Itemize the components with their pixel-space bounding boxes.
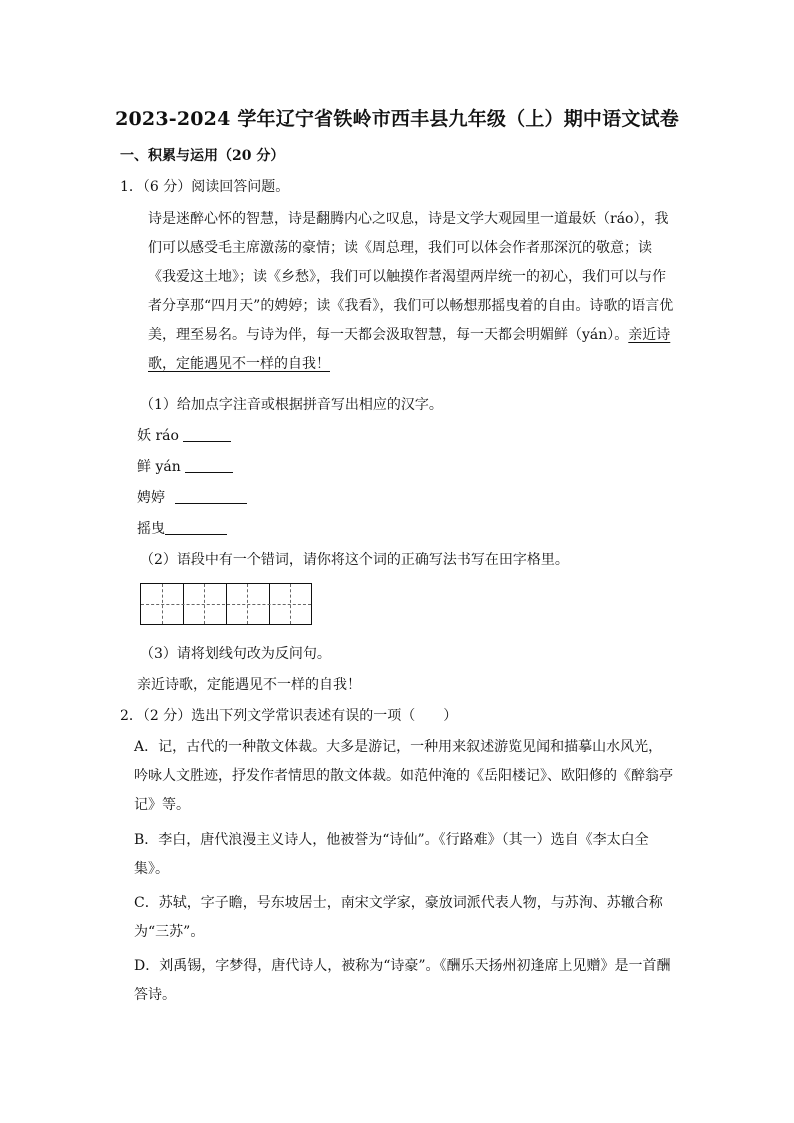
sub-question-3: （3）请将划线句改为反问句。 — [140, 646, 331, 662]
option-a[interactable]: A．记，古代的一种散文体裁。大多是游记，一种用来叙述游览见闻和描摹山水风光，吟咏人文胜迹，抒发作者情思的散文体裁。如范仲淹的《岳阳楼记》、欧阳修的《醉翁亭记》等。 — [134, 739, 673, 813]
fill-item-3 — [137, 488, 247, 508]
question-2-header: 2．（2 分）选出下列文学常识表述有误的一项（ ） — [120, 708, 458, 724]
option-b[interactable]: B．李白，唐代浪漫主义诗人，他被誉为“诗仙”。《行路难》（其一）选自《李太白全集》。 — [134, 832, 649, 877]
passage-underlined-sentence: 亲近诗歌，定能遇见不一样的自我！ — [148, 327, 671, 372]
answer-blank[interactable] — [183, 427, 231, 442]
passage-plain: 诗是迷醉心怀的智慧，诗是翻腾内心之叹息，诗是文学大观园里一道最妖（ráo），我们可以感受毛主席激荡的豪情；读《周总理，我们可以体会作者那深沉的敬意；读《我爱这土地》；读《乡愁》，我们可以触摸作者渴望两岸统一的初心，我们可以与作者分享那“四月天”的娉婷；读《我看》，我们可以畅想那摇曳着的自由。诗歌的语言优美，理至易名。与诗为伴，每一天都会汲取智慧，每一天都会明媚鲜（yán）。 — [148, 211, 674, 343]
fill-item-1 — [137, 426, 231, 446]
question-1-header: 1．（6 分）阅读回答问题。 — [120, 179, 290, 195]
page-title: 2023-2024 学年辽宁省铁岭市西丰县九年级（上）期中语文试卷 — [115, 108, 679, 130]
sub-question-1: （1）给加点字注音或根据拼音写出相应的汉字。 — [140, 397, 443, 413]
fill-label: 鲜 yán — [137, 459, 181, 475]
answer-blank[interactable] — [165, 520, 227, 535]
sub-question-3-sentence: 亲近诗歌，定能遇见不一样的自我！ — [137, 677, 361, 693]
section-heading: 一、积累与运用（20 分） — [120, 148, 285, 164]
option-d[interactable]: D．刘禹锡，字梦得，唐代诗人，被称为“诗豪”。《酬乐天扬州初逢席上见赠》是一首酬答诗。 — [134, 958, 671, 1003]
sub-question-2: （2）语段中有一个错词，请你将这个词的正确写法书写在田字格里。 — [140, 552, 569, 568]
fill-item-4 — [137, 519, 227, 539]
passage-text — [120, 205, 676, 379]
grid-guide-horizontal — [141, 604, 311, 605]
question-1-passage — [120, 205, 676, 379]
fill-label: 妖 ráo — [137, 428, 179, 444]
answer-blank[interactable] — [185, 458, 233, 473]
fill-label: 摇曳 — [137, 521, 165, 537]
option-c[interactable]: C．苏轼，字子瞻，号东坡居士，南宋文学家，豪放词派代表人物，与苏洵、苏辙合称为“三苏”。 — [134, 895, 663, 940]
answer-blank[interactable] — [175, 489, 247, 504]
fill-item-2 — [137, 457, 233, 477]
fill-label: 娉婷 — [137, 490, 165, 506]
tianzige-grid[interactable] — [140, 583, 312, 625]
